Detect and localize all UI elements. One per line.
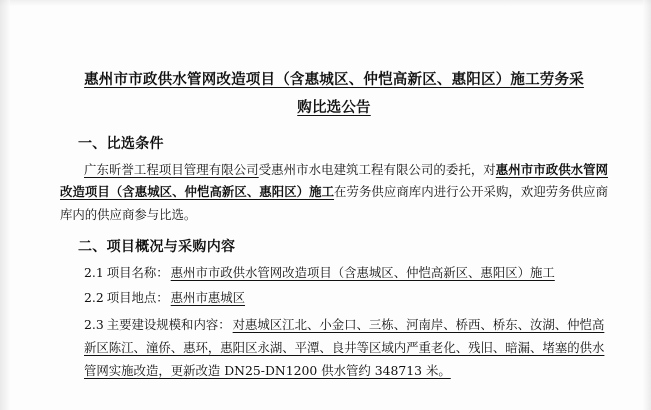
list-item xyxy=(60,262,608,285)
page-title xyxy=(60,66,608,123)
list-item xyxy=(60,287,608,310)
list-item xyxy=(60,314,608,383)
item-number: 2.3 xyxy=(84,317,104,333)
contracting-company-name: 广东昕誉工程项目管理有限公司 xyxy=(84,161,259,177)
item-label: 主要建设规模和内容： xyxy=(106,317,231,333)
document-body xyxy=(60,66,608,385)
scan-edge-right xyxy=(643,0,651,410)
project-name-inline: 惠州市市政供水管网改造项目（含惠城区、仲恺高新区、惠阳区）施工 xyxy=(60,161,609,200)
item-value: 惠州市市政供水管网改造项目（含惠城区、仲恺高新区、惠阳区）施工 xyxy=(170,265,555,281)
page-title-line-2: 购比选公告 xyxy=(297,99,371,117)
item-number: 2.1 xyxy=(84,265,104,281)
page-title-line-1: 惠州市市政供水管网改造项目（含惠城区、仲恺高新区、惠阳区）施工劳务采 xyxy=(84,71,584,88)
section-1-paragraph xyxy=(60,159,608,227)
item-value: 对惠城区江北、小金口、三栋、河南岸、桥西、桥东、汝湖、仲恺高新区陈江、潼侨、惠环，惠阳区永湖、平潭、良井等区域内严重老化、残旧、暗漏、堵塞的供水管网实施改造，更新改造 DN25-DN1200 供水管约 348713 米。 xyxy=(84,317,605,379)
section-heading-2: 二、项目概况与采购内容 xyxy=(78,239,236,256)
item-label: 项目地点： xyxy=(106,290,169,306)
section-1-text-mid-2: 在劳务供应商库内进行公开采购，欢迎劳务供应商库内的供应商参与比选。 xyxy=(60,184,609,222)
item-number: 2.2 xyxy=(84,290,104,306)
section-1-text-mid-1: 受惠州市水电建筑工程有限公司的委托，对 xyxy=(258,161,496,177)
item-value: 惠州市惠城区 xyxy=(170,290,246,306)
section-heading-1: 一、比选条件 xyxy=(78,135,164,152)
item-label: 项目名称： xyxy=(106,265,169,281)
scan-edge-top xyxy=(0,0,651,6)
scan-edge-left xyxy=(0,0,10,410)
